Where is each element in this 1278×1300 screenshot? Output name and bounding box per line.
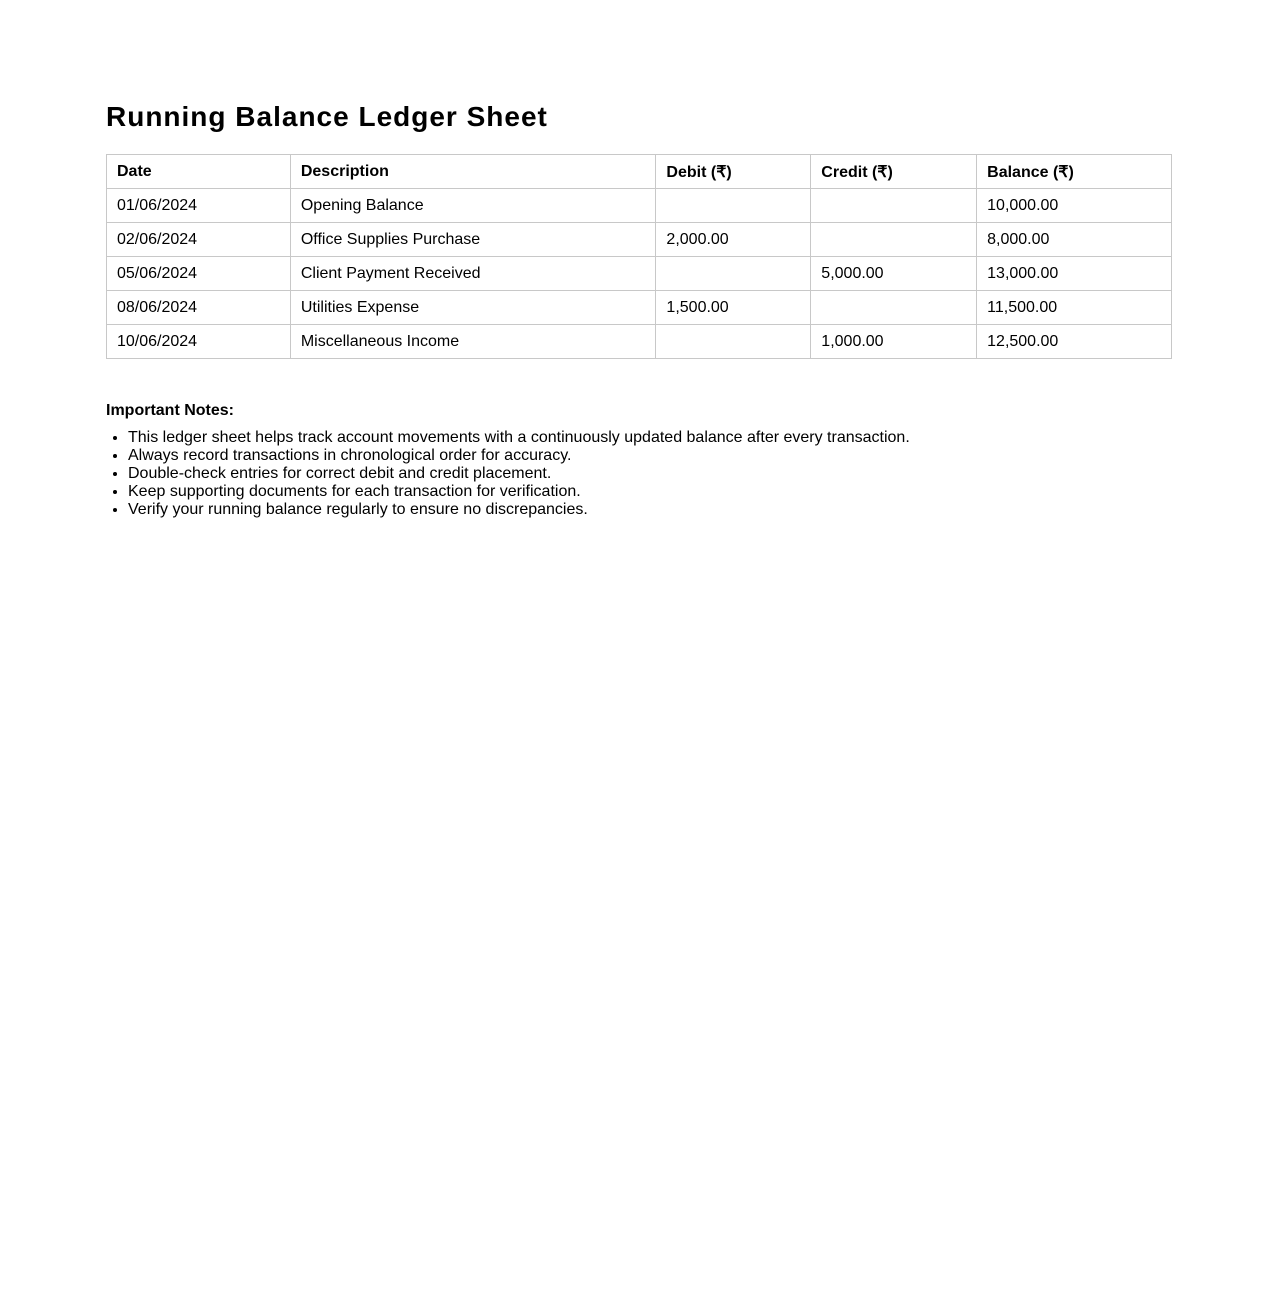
page-title: Running Balance Ledger Sheet — [106, 101, 548, 132]
table-row — [107, 257, 1172, 291]
note-item: • Always record transactions in chronological order for accuracy. — [128, 447, 1172, 465]
column-header-date: Date — [107, 155, 291, 189]
notes-title: Important Notes: — [106, 402, 234, 419]
cell-debit: 1,500.00 — [656, 291, 811, 325]
cell-credit — [811, 223, 977, 257]
note-item: • Verify your running balance regularly to ensure no discrepancies. — [128, 501, 1172, 519]
notes-list — [106, 429, 1172, 519]
column-header-description: Description — [290, 155, 656, 189]
note-item: • Double-check entries for correct debit and credit placement. — [128, 465, 1172, 483]
important-notes — [106, 401, 1172, 519]
cell-date: 10/06/2024 — [107, 325, 291, 359]
cell-balance: 13,000.00 — [977, 257, 1172, 291]
cell-debit — [656, 189, 811, 223]
cell-description: Client Payment Received — [290, 257, 656, 291]
cell-date: 05/06/2024 — [107, 257, 291, 291]
column-header-debit: Debit (₹) — [656, 155, 811, 189]
table-header-row — [107, 155, 1172, 189]
cell-balance: 11,500.00 — [977, 291, 1172, 325]
cell-balance: 8,000.00 — [977, 223, 1172, 257]
cell-description: Miscellaneous Income — [290, 325, 656, 359]
note-item: • This ledger sheet helps track account movements with a continuously updated balance after every transaction. — [128, 429, 1172, 447]
cell-credit: 5,000.00 — [811, 257, 977, 291]
cell-date: 08/06/2024 — [107, 291, 291, 325]
cell-balance: 10,000.00 — [977, 189, 1172, 223]
table-row — [107, 223, 1172, 257]
cell-credit — [811, 189, 977, 223]
table-row — [107, 189, 1172, 223]
table-row — [107, 325, 1172, 359]
ledger-table — [106, 154, 1172, 359]
note-item: • Keep supporting documents for each transaction for verification. — [128, 483, 1172, 501]
cell-balance: 12,500.00 — [977, 325, 1172, 359]
table-row — [107, 291, 1172, 325]
cell-description: Utilities Expense — [290, 291, 656, 325]
cell-date: 02/06/2024 — [107, 223, 291, 257]
column-header-balance: Balance (₹) — [977, 155, 1172, 189]
cell-debit — [656, 257, 811, 291]
cell-debit — [656, 325, 811, 359]
cell-credit: 1,000.00 — [811, 325, 977, 359]
cell-credit — [811, 291, 977, 325]
cell-description: Opening Balance — [290, 189, 656, 223]
cell-description: Office Supplies Purchase — [290, 223, 656, 257]
cell-date: 01/06/2024 — [107, 189, 291, 223]
column-header-credit: Credit (₹) — [811, 155, 977, 189]
cell-debit: 2,000.00 — [656, 223, 811, 257]
